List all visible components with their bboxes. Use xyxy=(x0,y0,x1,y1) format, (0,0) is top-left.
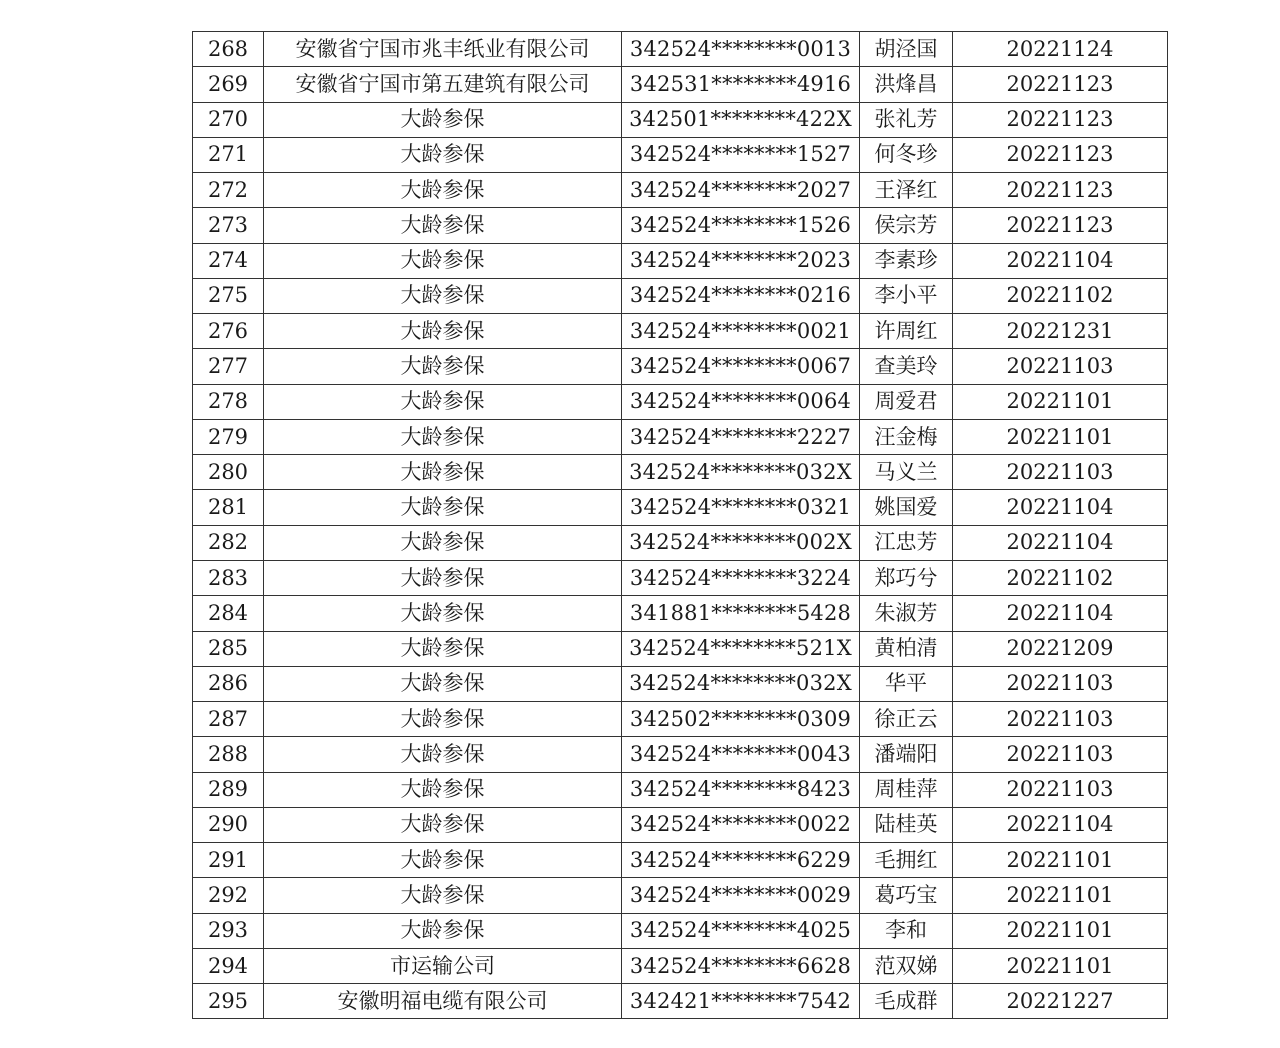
employer-cell: 大龄参保 xyxy=(264,490,622,525)
employer-cell: 安徽明福电缆有限公司 xyxy=(264,984,622,1019)
table-row xyxy=(193,702,1168,737)
serial-number-cell: 291 xyxy=(193,843,264,878)
serial-number-cell: 283 xyxy=(193,560,264,595)
id-number-cell: 342524********032X xyxy=(622,666,860,701)
table-row xyxy=(193,596,1168,631)
date-cell: 20221227 xyxy=(953,984,1168,1019)
date-cell: 20221124 xyxy=(953,32,1168,67)
table-row xyxy=(193,384,1168,419)
id-number-cell: 342524********2227 xyxy=(622,419,860,454)
table-row xyxy=(193,102,1168,137)
serial-number-cell: 286 xyxy=(193,666,264,701)
id-number-cell: 342524********0321 xyxy=(622,490,860,525)
employer-cell: 大龄参保 xyxy=(264,913,622,948)
employer-cell: 大龄参保 xyxy=(264,349,622,384)
id-number-cell: 342524********0043 xyxy=(622,737,860,772)
table-row xyxy=(193,490,1168,525)
date-cell: 20221103 xyxy=(953,772,1168,807)
date-cell: 20221101 xyxy=(953,913,1168,948)
id-number-cell: 342524********032X xyxy=(622,455,860,490)
serial-number-cell: 272 xyxy=(193,173,264,208)
employer-cell: 大龄参保 xyxy=(264,807,622,842)
person-name-cell: 毛拥红 xyxy=(860,843,953,878)
table-row xyxy=(193,666,1168,701)
date-cell: 20221101 xyxy=(953,948,1168,983)
date-cell: 20221123 xyxy=(953,173,1168,208)
employer-cell: 大龄参保 xyxy=(264,525,622,560)
date-cell: 20221231 xyxy=(953,314,1168,349)
table-row xyxy=(193,173,1168,208)
person-name-cell: 陆桂英 xyxy=(860,807,953,842)
id-number-cell: 342524********0067 xyxy=(622,349,860,384)
serial-number-cell: 284 xyxy=(193,596,264,631)
id-number-cell: 342524********0029 xyxy=(622,878,860,913)
employer-cell: 安徽省宁国市第五建筑有限公司 xyxy=(264,67,622,102)
employer-cell: 大龄参保 xyxy=(264,455,622,490)
person-name-cell: 李和 xyxy=(860,913,953,948)
serial-number-cell: 289 xyxy=(193,772,264,807)
date-cell: 20221104 xyxy=(953,525,1168,560)
date-cell: 20221103 xyxy=(953,349,1168,384)
date-cell: 20221104 xyxy=(953,596,1168,631)
table-row xyxy=(193,455,1168,490)
id-number-cell: 342524********521X xyxy=(622,631,860,666)
date-cell: 20221101 xyxy=(953,419,1168,454)
serial-number-cell: 275 xyxy=(193,278,264,313)
employer-cell: 大龄参保 xyxy=(264,137,622,172)
table-row xyxy=(193,419,1168,454)
employer-cell: 大龄参保 xyxy=(264,666,622,701)
person-name-cell: 黄柏清 xyxy=(860,631,953,666)
serial-number-cell: 274 xyxy=(193,243,264,278)
date-cell: 20221103 xyxy=(953,702,1168,737)
employer-cell: 市运输公司 xyxy=(264,948,622,983)
person-name-cell: 查美玲 xyxy=(860,349,953,384)
id-number-cell: 342524********2023 xyxy=(622,243,860,278)
date-cell: 20221103 xyxy=(953,737,1168,772)
table-row xyxy=(193,560,1168,595)
person-name-cell: 潘端阳 xyxy=(860,737,953,772)
person-name-cell: 江忠芳 xyxy=(860,525,953,560)
date-cell: 20221123 xyxy=(953,137,1168,172)
id-number-cell: 342524********002X xyxy=(622,525,860,560)
serial-number-cell: 293 xyxy=(193,913,264,948)
date-cell: 20221104 xyxy=(953,243,1168,278)
employer-cell: 大龄参保 xyxy=(264,314,622,349)
serial-number-cell: 276 xyxy=(193,314,264,349)
date-cell: 20221101 xyxy=(953,384,1168,419)
serial-number-cell: 273 xyxy=(193,208,264,243)
table-row xyxy=(193,137,1168,172)
person-name-cell: 胡泾国 xyxy=(860,32,953,67)
serial-number-cell: 290 xyxy=(193,807,264,842)
date-cell: 20221103 xyxy=(953,455,1168,490)
person-name-cell: 华平 xyxy=(860,666,953,701)
id-number-cell: 342524********0021 xyxy=(622,314,860,349)
serial-number-cell: 270 xyxy=(193,102,264,137)
id-number-cell: 342524********4025 xyxy=(622,913,860,948)
table-row xyxy=(193,243,1168,278)
serial-number-cell: 285 xyxy=(193,631,264,666)
employer-cell: 安徽省宁国市兆丰纸业有限公司 xyxy=(264,32,622,67)
id-number-cell: 342421********7542 xyxy=(622,984,860,1019)
person-name-cell: 李小平 xyxy=(860,278,953,313)
employer-cell: 大龄参保 xyxy=(264,596,622,631)
employer-cell: 大龄参保 xyxy=(264,243,622,278)
table-row xyxy=(193,67,1168,102)
employer-cell: 大龄参保 xyxy=(264,878,622,913)
person-name-cell: 周爱君 xyxy=(860,384,953,419)
id-number-cell: 342531********4916 xyxy=(622,67,860,102)
serial-number-cell: 281 xyxy=(193,490,264,525)
person-name-cell: 周桂萍 xyxy=(860,772,953,807)
serial-number-cell: 295 xyxy=(193,984,264,1019)
table-row xyxy=(193,737,1168,772)
person-name-cell: 张礼芳 xyxy=(860,102,953,137)
person-name-cell: 范双娣 xyxy=(860,948,953,983)
employer-cell: 大龄参保 xyxy=(264,208,622,243)
employer-cell: 大龄参保 xyxy=(264,419,622,454)
table-row xyxy=(193,772,1168,807)
id-number-cell: 342524********3224 xyxy=(622,560,860,595)
employer-cell: 大龄参保 xyxy=(264,843,622,878)
person-name-cell: 汪金梅 xyxy=(860,419,953,454)
person-name-cell: 葛巧宝 xyxy=(860,878,953,913)
id-number-cell: 342524********0216 xyxy=(622,278,860,313)
date-cell: 20221123 xyxy=(953,67,1168,102)
date-cell: 20221104 xyxy=(953,490,1168,525)
serial-number-cell: 269 xyxy=(193,67,264,102)
id-number-cell: 342524********0013 xyxy=(622,32,860,67)
date-cell: 20221103 xyxy=(953,666,1168,701)
id-number-cell: 341881********5428 xyxy=(622,596,860,631)
id-number-cell: 342501********422X xyxy=(622,102,860,137)
id-number-cell: 342502********0309 xyxy=(622,702,860,737)
date-cell: 20221102 xyxy=(953,278,1168,313)
employer-cell: 大龄参保 xyxy=(264,560,622,595)
table-row xyxy=(193,984,1168,1019)
person-name-cell: 姚国爱 xyxy=(860,490,953,525)
table-row xyxy=(193,878,1168,913)
table-row xyxy=(193,525,1168,560)
date-cell: 20221123 xyxy=(953,208,1168,243)
serial-number-cell: 294 xyxy=(193,948,264,983)
date-cell: 20221101 xyxy=(953,843,1168,878)
employer-cell: 大龄参保 xyxy=(264,173,622,208)
person-name-cell: 许周红 xyxy=(860,314,953,349)
table-row xyxy=(193,843,1168,878)
table-row xyxy=(193,278,1168,313)
date-cell: 20221123 xyxy=(953,102,1168,137)
serial-number-cell: 279 xyxy=(193,419,264,454)
serial-number-cell: 280 xyxy=(193,455,264,490)
serial-number-cell: 288 xyxy=(193,737,264,772)
id-number-cell: 342524********0064 xyxy=(622,384,860,419)
serial-number-cell: 271 xyxy=(193,137,264,172)
table-row xyxy=(193,807,1168,842)
person-name-cell: 毛成群 xyxy=(860,984,953,1019)
table-row xyxy=(193,631,1168,666)
employer-cell: 大龄参保 xyxy=(264,702,622,737)
id-number-cell: 342524********0022 xyxy=(622,807,860,842)
id-number-cell: 342524********6229 xyxy=(622,843,860,878)
date-cell: 20221101 xyxy=(953,878,1168,913)
serial-number-cell: 282 xyxy=(193,525,264,560)
id-number-cell: 342524********1526 xyxy=(622,208,860,243)
employer-cell: 大龄参保 xyxy=(264,631,622,666)
table-row xyxy=(193,948,1168,983)
serial-number-cell: 287 xyxy=(193,702,264,737)
roster-table-body xyxy=(193,32,1168,1019)
employer-cell: 大龄参保 xyxy=(264,278,622,313)
person-name-cell: 王泽红 xyxy=(860,173,953,208)
table-row xyxy=(193,208,1168,243)
person-name-cell: 何冬珍 xyxy=(860,137,953,172)
serial-number-cell: 278 xyxy=(193,384,264,419)
employer-cell: 大龄参保 xyxy=(264,772,622,807)
date-cell: 20221102 xyxy=(953,560,1168,595)
person-name-cell: 李素珍 xyxy=(860,243,953,278)
serial-number-cell: 277 xyxy=(193,349,264,384)
person-name-cell: 侯宗芳 xyxy=(860,208,953,243)
employer-cell: 大龄参保 xyxy=(264,384,622,419)
person-name-cell: 马义兰 xyxy=(860,455,953,490)
id-number-cell: 342524********6628 xyxy=(622,948,860,983)
table-row xyxy=(193,32,1168,67)
id-number-cell: 342524********1527 xyxy=(622,137,860,172)
id-number-cell: 342524********8423 xyxy=(622,772,860,807)
employer-cell: 大龄参保 xyxy=(264,737,622,772)
table-row xyxy=(193,314,1168,349)
date-cell: 20221104 xyxy=(953,807,1168,842)
person-name-cell: 郑巧兮 xyxy=(860,560,953,595)
table-row xyxy=(193,913,1168,948)
employer-cell: 大龄参保 xyxy=(264,102,622,137)
person-name-cell: 洪烽昌 xyxy=(860,67,953,102)
person-name-cell: 朱淑芳 xyxy=(860,596,953,631)
serial-number-cell: 292 xyxy=(193,878,264,913)
date-cell: 20221209 xyxy=(953,631,1168,666)
serial-number-cell: 268 xyxy=(193,32,264,67)
roster-table xyxy=(192,31,1168,1019)
id-number-cell: 342524********2027 xyxy=(622,173,860,208)
table-row xyxy=(193,349,1168,384)
person-name-cell: 徐正云 xyxy=(860,702,953,737)
